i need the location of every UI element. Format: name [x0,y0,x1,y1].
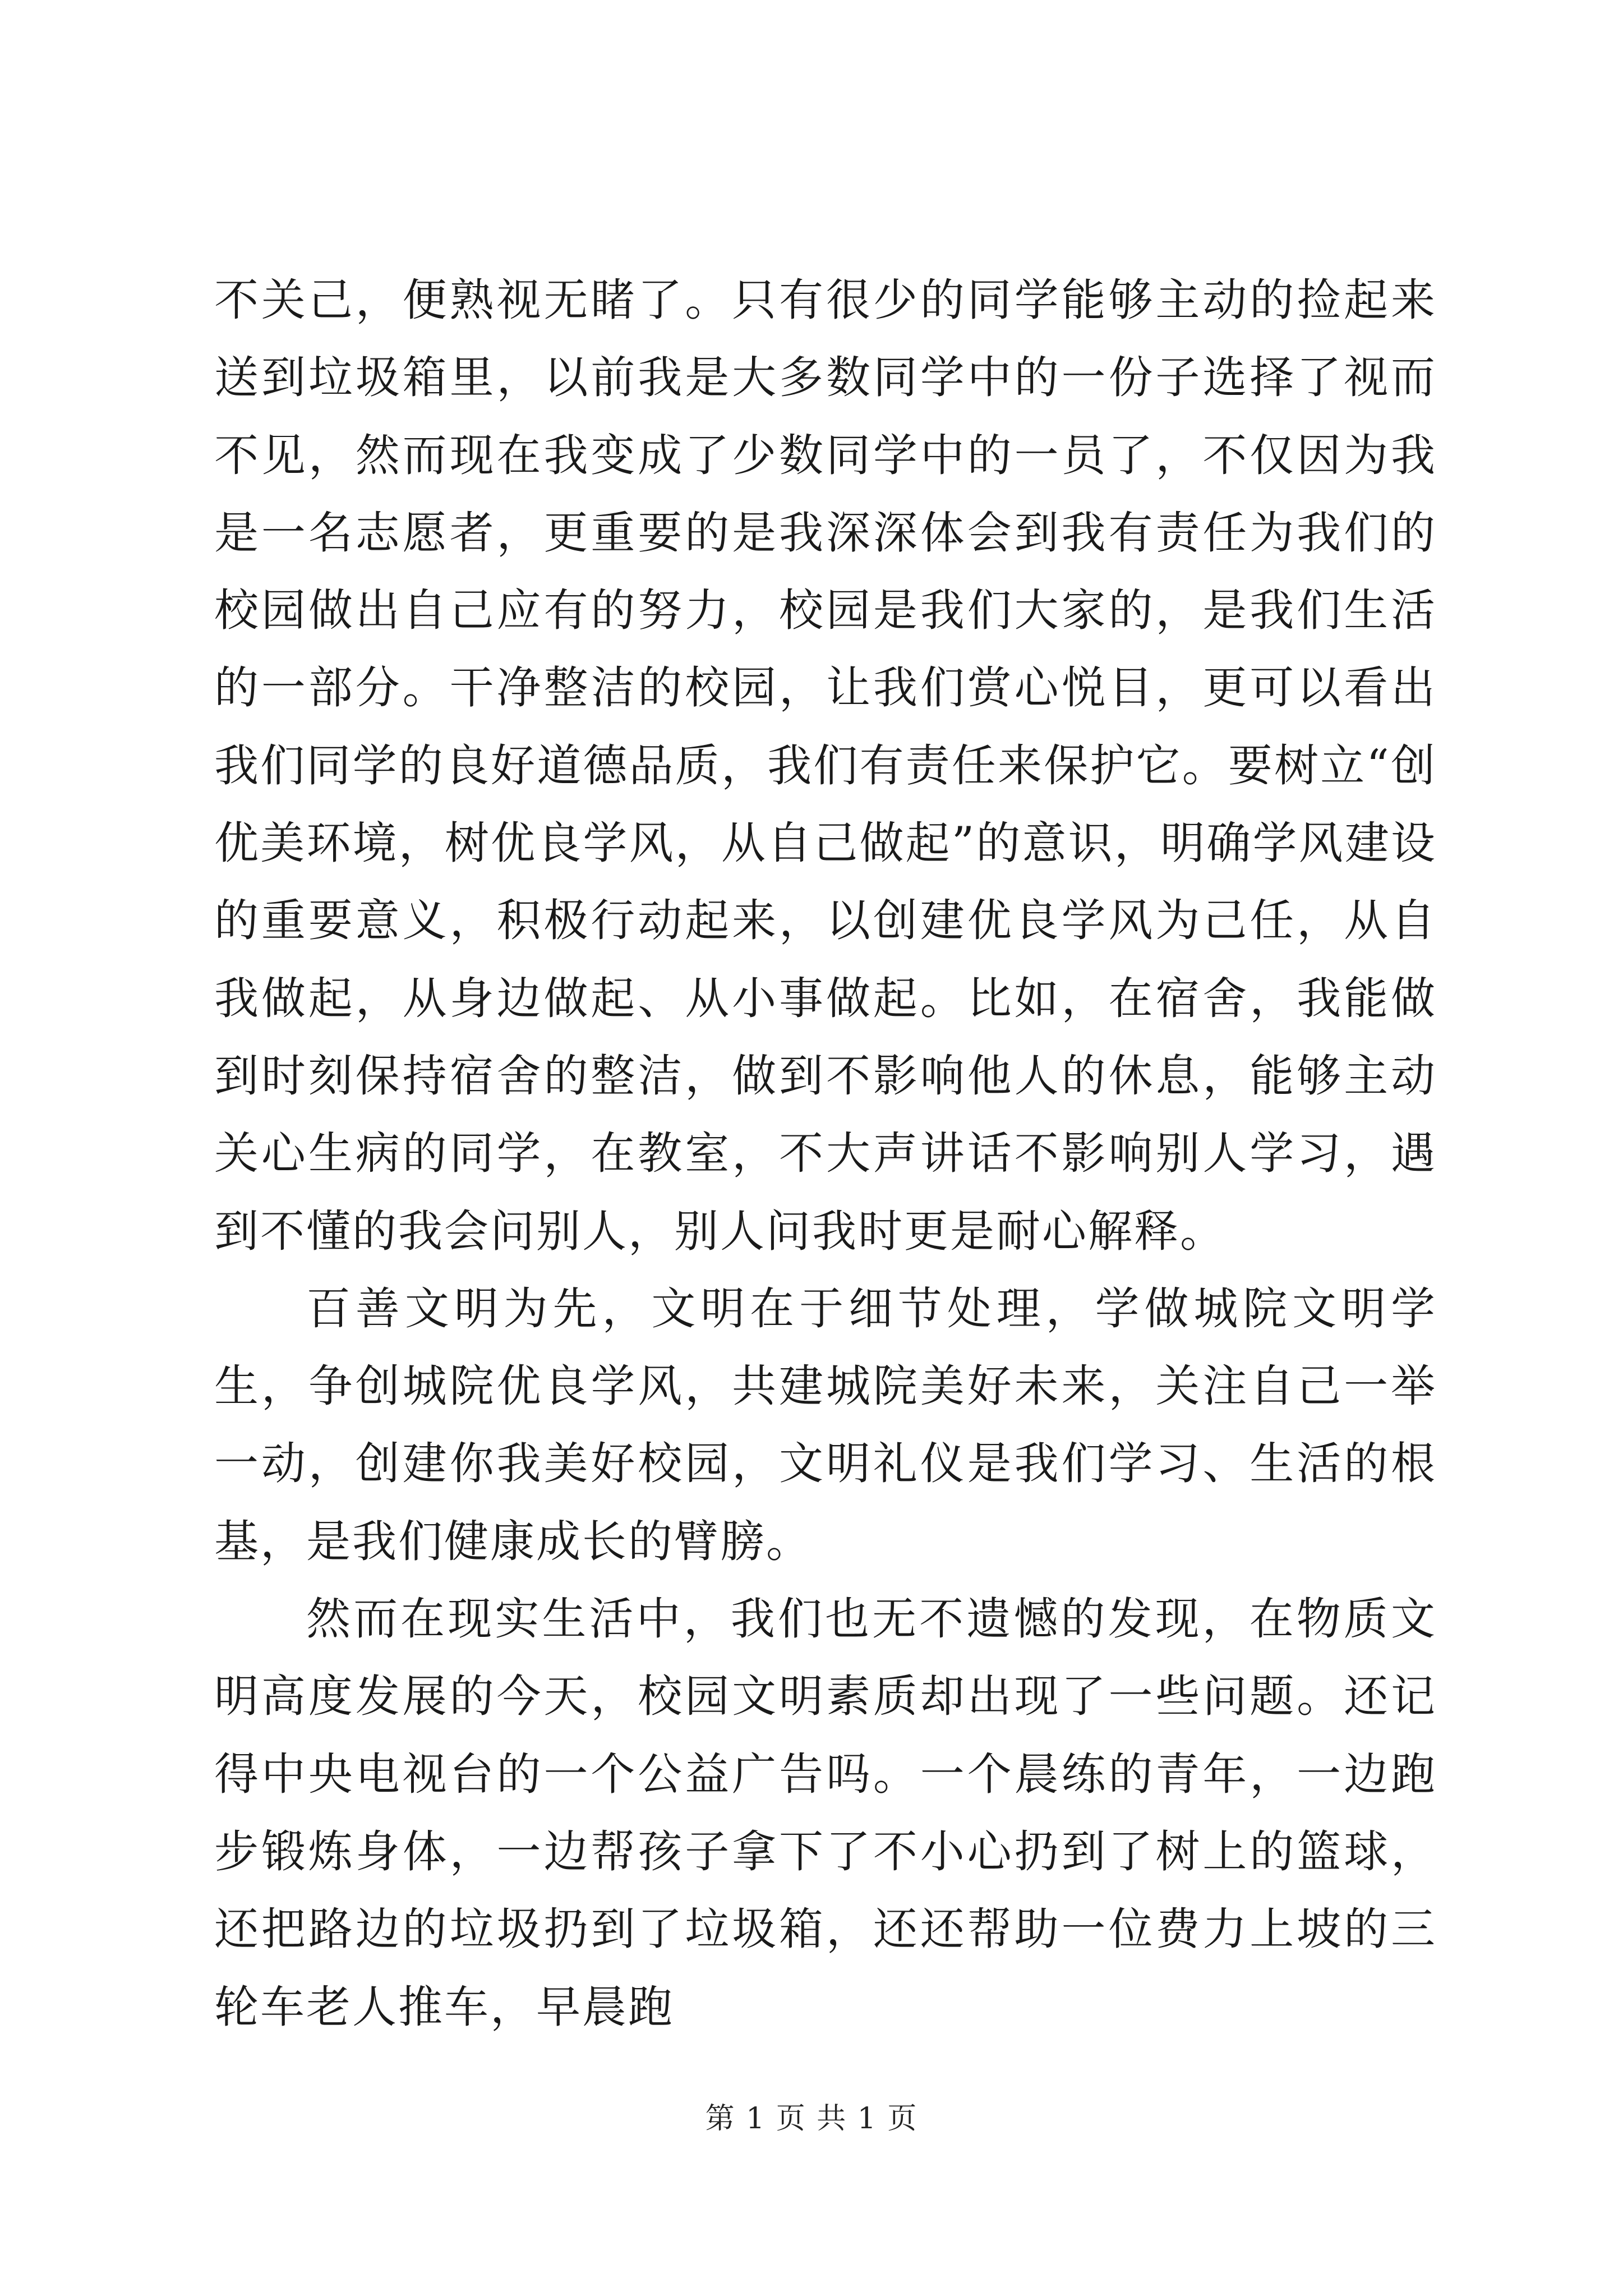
document-body [214,261,1437,2046]
paragraph-3: 然而在现实生活中，我们也无不遗憾的发现，在物质文明高度发展的今天，校园文明素质却出现了一些问题。还记得中央电视台的一个公益广告吗。一个晨练的青年，一边跑步锻炼身体，一边帮孩子拿下了不小心扔到了树上的篮球，还把路边的垃圾扔到了垃圾箱，还还帮助一位费力上坡的三轮车老人推车，早晨跑 [214,1593,1437,2033]
page-footer: 第 1 页 共 1 页 [705,2102,918,2136]
paragraph-2: 百善文明为先，文明在于细节处理，学做城院文明学生，争创城院优良学风，共建城院美好未来，关注自己一举一动，创建你我美好校园，文明礼仪是我们学习、生活的根基，是我们健康成长的臂膀。 [214,1282,1437,1567]
paragraph-1: 不关己，便熟视无睹了。只有很少的同学能够主动的捡起来送到垃圾箱里，以前我是大多数同学中的一份子选择了视而不见，然而现在我变成了少数同学中的一员了，不仅因为我是一名志愿者，更重要的是我深深体会到我有责任为我们的校园做出自己应有的努力，校园是我们大家的，是我们生活的一部分。干净整洁的校园，让我们赏心悦目，更可以看出我们同学的良好道德品质，我们有责任来保护它。要树立“创优美环境，树优良学风，从自己做起”的意识，明确学风建设的重要意义，积极行动起来，以创建优良学风为己任，从自我做起，从身边做起、从小事做起。比如，在宿舍，我能做到时刻保持宿舍的整洁，做到不影响他人的休息，能够主动关心生病的同学，在教室，不大声讲话不影响别人学习，遇到不懂的我会问别人，别人问我时更是耐心解释。 [214,274,1437,1257]
